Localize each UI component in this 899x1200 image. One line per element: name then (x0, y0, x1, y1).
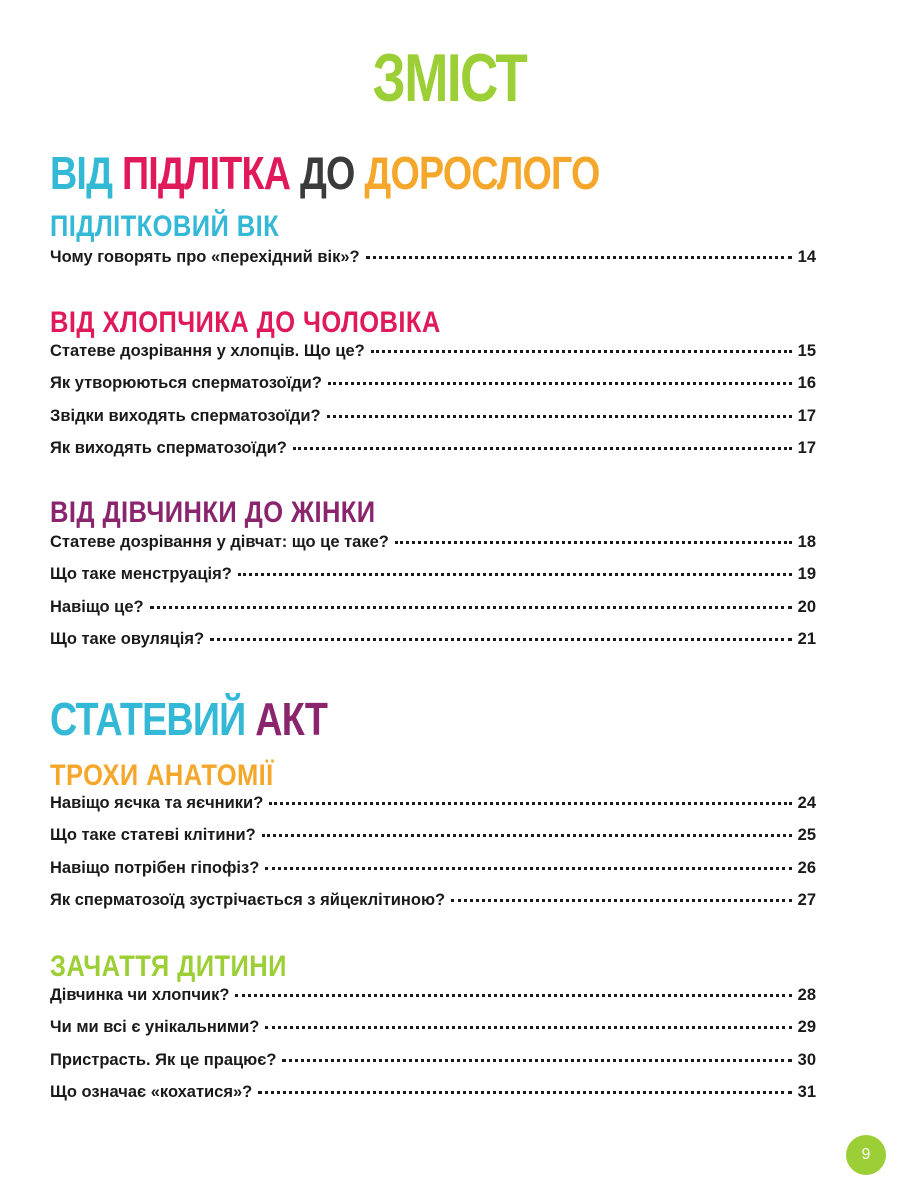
leader-dots (269, 802, 791, 805)
toc-list (50, 342, 816, 471)
toc-entry-page: 24 (797, 794, 816, 812)
section-heading: ВІД ДІВЧИНКИ ДО ЖІНКИ (50, 496, 376, 529)
toc-entry-page: 28 (797, 986, 816, 1004)
part-1-word: ПІДЛІТКА (121, 147, 291, 199)
leader-dots (238, 573, 792, 576)
leader-dots (395, 541, 792, 544)
toc-entry[interactable] (50, 1051, 816, 1083)
toc-entry-title: Що таке статеві клітини? (50, 826, 256, 845)
toc-entry-title: Статеве дозрівання у дівчат: що це таке? (50, 533, 389, 551)
part-1-word: ДОРОСЛОГО (364, 147, 600, 199)
toc-entry[interactable] (50, 533, 816, 565)
toc-entry-title: Що означає «кохатися»? (50, 1082, 253, 1101)
toc-entry-page: 18 (797, 533, 816, 551)
toc-entry-page: 26 (797, 858, 816, 877)
leader-dots (235, 994, 791, 997)
page-number-badge (846, 1135, 886, 1175)
toc-entry-title: Чи ми всі є унікальними? (50, 1018, 260, 1037)
toc-entry[interactable] (50, 342, 816, 374)
leader-dots (327, 415, 792, 418)
toc-entry-title: Чому говорять про «перехідний вік»? (50, 248, 360, 266)
leader-dots (150, 606, 792, 609)
leader-dots (371, 350, 792, 353)
section-heading: ВІД ХЛОПЧИКА ДО ЧОЛОВІКА (50, 306, 441, 339)
page-title: ЗМІСТ (372, 40, 527, 116)
toc-entry[interactable] (50, 565, 816, 597)
toc-entry[interactable] (50, 891, 816, 923)
toc-entry-page: 21 (797, 629, 816, 648)
part-2-heading (50, 692, 337, 746)
section-heading: ЗАЧАТТЯ ДИТИНИ (50, 950, 287, 983)
toc-entry-page: 29 (797, 1018, 816, 1037)
toc-entry-title: Як виходять сперматозоїди? (50, 438, 287, 457)
part-1-word: ВІД (50, 147, 113, 199)
toc-entry-title: Як сперматозоїд зустрічається з яйцеклітиною? (50, 890, 446, 909)
leader-dots (366, 256, 792, 259)
toc-entry-title: Навіщо це? (50, 597, 144, 616)
toc-entry[interactable] (50, 794, 816, 826)
toc-entry[interactable] (50, 407, 816, 439)
leader-dots (258, 1091, 791, 1094)
toc-entry-page: 17 (797, 406, 816, 425)
leader-dots (262, 834, 792, 837)
toc-entry-page: 16 (797, 374, 816, 393)
toc-entry-title: Що таке овуляція? (50, 629, 205, 648)
toc-list (50, 986, 816, 1115)
toc-list (50, 533, 816, 662)
toc-entry-title: Як утворюються сперматозоїди? (50, 374, 322, 393)
part-2-word: АКТ (255, 693, 328, 745)
toc-list (50, 248, 816, 280)
toc-entry-title: Що таке менструація? (50, 565, 232, 584)
toc-entry-page: 19 (797, 565, 816, 584)
toc-entry[interactable] (50, 1083, 816, 1115)
toc-entry-title: Звідки виходять сперматозоїди? (50, 406, 321, 425)
part-1-heading (50, 146, 609, 200)
leader-dots (265, 867, 791, 870)
toc-entry-page: 27 (797, 890, 816, 909)
leader-dots (293, 447, 792, 450)
section-heading: ТРОХИ АНАТОМІЇ (50, 759, 274, 792)
leader-dots (451, 899, 792, 902)
leader-dots (282, 1059, 791, 1062)
leader-dots (265, 1026, 791, 1029)
leader-dots (210, 638, 792, 641)
part-2-word: СТАТЕВИЙ (50, 693, 246, 745)
toc-list (50, 794, 816, 923)
toc-entry-page: 31 (797, 1082, 816, 1101)
toc-entry-page: 30 (797, 1050, 816, 1069)
part-1-word: ДО (299, 147, 355, 199)
toc-entry[interactable] (50, 248, 816, 280)
toc-entry-title: Дівчинка чи хлопчик? (50, 986, 230, 1004)
toc-entry-page: 20 (797, 597, 816, 616)
section-heading: ПІДЛІТКОВИЙ ВІК (50, 210, 280, 243)
toc-entry-title: Навіщо яєчка та яєчники? (50, 794, 264, 812)
page-number: 9 (861, 1146, 871, 1163)
toc-entry[interactable] (50, 439, 816, 471)
toc-entry[interactable] (50, 826, 816, 858)
toc-entry-title: Навіщо потрібен гіпофіз? (50, 858, 260, 877)
toc-entry[interactable] (50, 374, 816, 406)
toc-entry-title: Пристрасть. Як це працює? (50, 1050, 277, 1069)
toc-entry-title: Статеве дозрівання у хлопців. Що це? (50, 342, 365, 360)
toc-entry[interactable] (50, 859, 816, 891)
toc-entry-page: 15 (797, 342, 816, 360)
toc-entry-page: 25 (797, 826, 816, 845)
toc-entry-page: 14 (797, 248, 816, 266)
leader-dots (328, 382, 792, 385)
toc-entry-page: 17 (797, 438, 816, 457)
toc-entry[interactable] (50, 598, 816, 630)
toc-entry[interactable] (50, 1018, 816, 1050)
toc-entry[interactable] (50, 630, 816, 662)
toc-entry[interactable] (50, 986, 816, 1018)
